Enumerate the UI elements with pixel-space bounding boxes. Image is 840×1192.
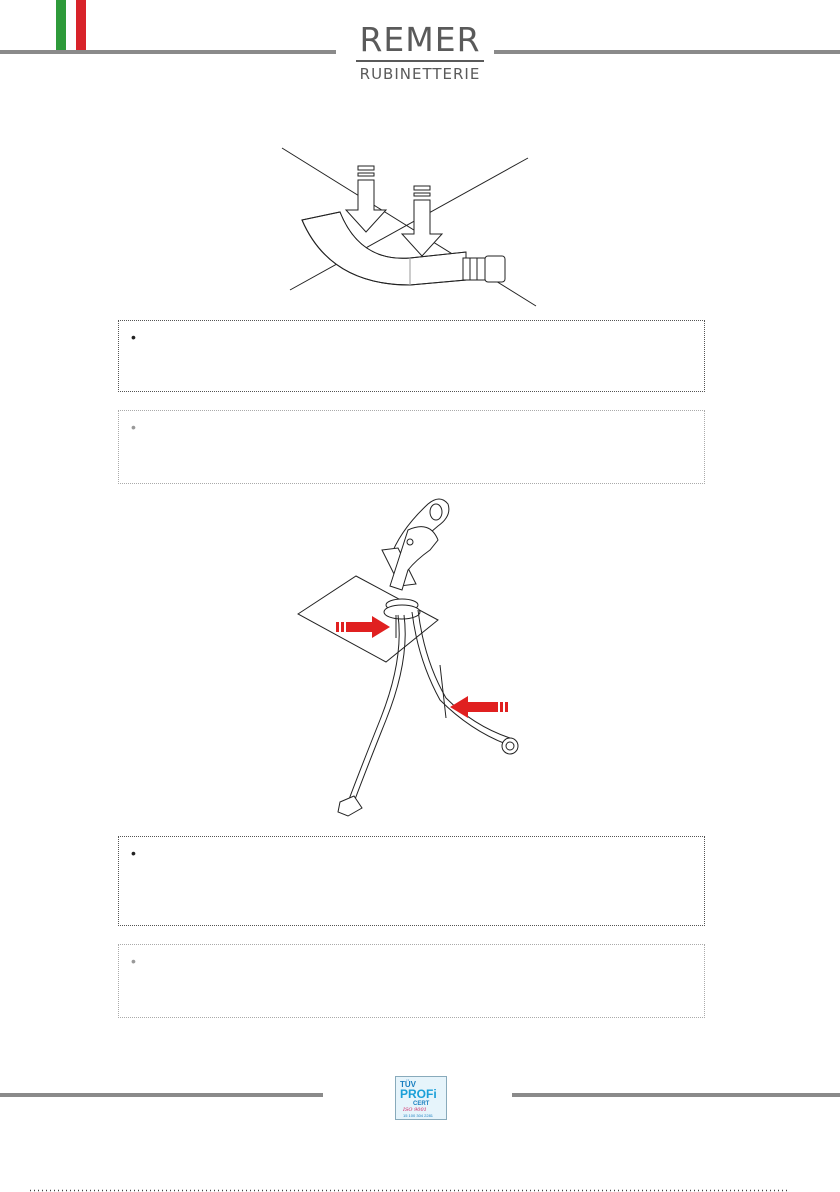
brand-logo <box>350 22 490 83</box>
footer-rule-right <box>512 1093 840 1097</box>
cert-line3: CERT <box>413 1101 430 1107</box>
tuv-certificate-logo <box>395 1076 447 1120</box>
header-rule-right <box>494 50 840 54</box>
cert-line2: PROFi <box>400 1087 437 1101</box>
bullet-marker: • <box>131 845 136 861</box>
note-box <box>118 836 705 926</box>
down-arrow-icon <box>402 186 442 256</box>
bullet-marker: • <box>131 329 136 345</box>
cert-script: ISO 9001 <box>403 1107 427 1113</box>
logo-subtitle: RUBINETTERIE <box>359 65 481 83</box>
hose-insertion-diagram <box>270 140 570 315</box>
faucet-installation-diagram <box>290 490 540 820</box>
bullet-marker: • <box>131 419 136 435</box>
header-rule-left <box>0 50 336 54</box>
note-box <box>118 944 705 1018</box>
cert-number: 15 100 304 2281 <box>403 1113 434 1118</box>
footer-rule-left <box>0 1093 323 1097</box>
cert-line1: TÜV <box>400 1080 416 1089</box>
logo-divider <box>356 60 484 62</box>
note-box <box>118 320 705 392</box>
down-arrow-icon <box>346 166 386 232</box>
left-arrow-icon <box>450 696 508 718</box>
italian-flag-icon <box>56 0 86 50</box>
note-box <box>118 410 705 484</box>
logo-brand: REMER <box>359 20 481 59</box>
bullet-marker: • <box>131 953 136 969</box>
